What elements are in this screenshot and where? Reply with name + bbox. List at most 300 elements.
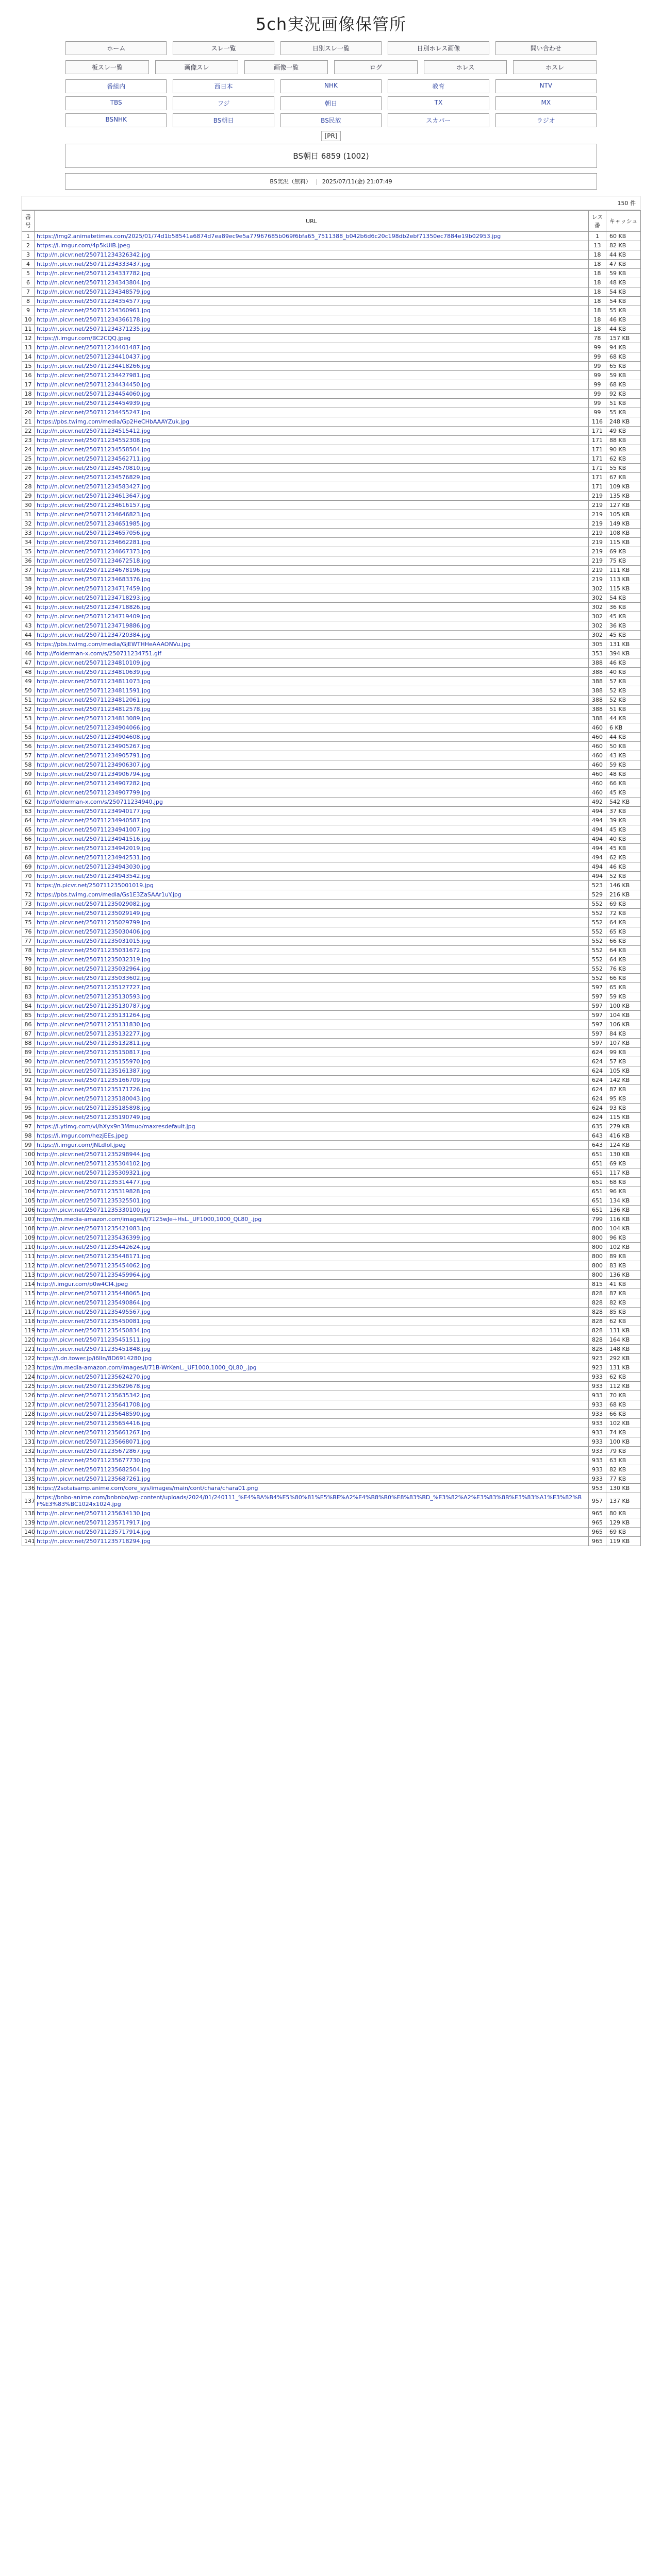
res-number-link[interactable]: 597 [589, 983, 606, 992]
image-url-link[interactable]: http://n.picvr.net/250711234366178.jpg [35, 315, 589, 325]
image-url-link[interactable]: https://i.dn.tower.jp/i6IIn/8D6914280.jpg [35, 1354, 589, 1363]
res-number-link[interactable]: 388 [589, 658, 606, 668]
cache-size-link[interactable]: 146 KB [606, 881, 641, 890]
res-number-link[interactable]: 800 [589, 1224, 606, 1233]
cache-size-link[interactable]: 82 KB [606, 1298, 641, 1308]
cache-size-link[interactable]: 134 KB [606, 1196, 641, 1206]
res-number-link[interactable]: 18 [589, 260, 606, 269]
image-url-link[interactable]: http://n.picvr.net/250711234940177.jpg [35, 807, 589, 816]
res-number-link[interactable]: 219 [589, 510, 606, 519]
image-url-link[interactable]: http://n.picvr.net/250711234657056.jpg [35, 529, 589, 538]
image-url-link[interactable]: http://n.picvr.net/250711235190749.jpg [35, 1113, 589, 1122]
cache-size-link[interactable]: 39 KB [606, 816, 641, 825]
cache-size-link[interactable]: 117 KB [606, 1168, 641, 1178]
res-number-link[interactable]: 651 [589, 1196, 606, 1206]
res-number-link[interactable]: 624 [589, 1066, 606, 1076]
image-url-link[interactable]: http://n.picvr.net/250711234410437.jpg [35, 352, 589, 362]
cache-size-link[interactable]: 59 KB [606, 992, 641, 1002]
res-number-link[interactable]: 388 [589, 705, 606, 714]
image-url-link[interactable]: http://n.picvr.net/250711235029149.jpg [35, 909, 589, 918]
res-number-link[interactable]: 523 [589, 881, 606, 890]
res-number-link[interactable]: 624 [589, 1085, 606, 1094]
image-url-link[interactable]: https://i.imgur.com/hezjEEs.jpeg [35, 1131, 589, 1141]
nav-image-threads[interactable]: 画像スレ [155, 60, 239, 74]
res-number-link[interactable]: 923 [589, 1354, 606, 1363]
cache-size-link[interactable]: 65 KB [606, 362, 641, 371]
res-number-link[interactable]: 494 [589, 844, 606, 853]
cache-size-link[interactable]: 542 KB [606, 798, 641, 807]
image-url-link[interactable]: http://n.picvr.net/250711234434450.jpg [35, 380, 589, 389]
res-number-link[interactable]: 828 [589, 1335, 606, 1345]
res-number-link[interactable]: 597 [589, 1029, 606, 1039]
res-number-link[interactable]: 494 [589, 807, 606, 816]
image-url-link[interactable]: https://pbs.twimg.com/media/Gs1E3ZaSAAr1uY.jpg [35, 890, 589, 900]
image-url-link[interactable]: http://n.picvr.net/250711235635342.jpg [35, 1391, 589, 1400]
res-number-link[interactable]: 171 [589, 454, 606, 464]
cache-size-link[interactable]: 104 KB [606, 1224, 641, 1233]
res-number-link[interactable]: 494 [589, 835, 606, 844]
image-url-link[interactable]: https://2sotaisamp.anime.com/core_sys/images/main/cont/chara/chara01.png [35, 1484, 589, 1493]
image-url-link[interactable]: http://n.picvr.net/250711234941007.jpg [35, 825, 589, 835]
image-url-link[interactable]: http://n.picvr.net/250711234907282.jpg [35, 779, 589, 788]
res-number-link[interactable]: 828 [589, 1317, 606, 1326]
res-number-link[interactable]: 965 [589, 1528, 606, 1537]
cache-size-link[interactable]: 40 KB [606, 668, 641, 677]
res-number-link[interactable]: 388 [589, 714, 606, 723]
image-url-link[interactable]: http://n.picvr.net/250711234904066.jpg [35, 723, 589, 733]
image-url-link[interactable]: http://n.picvr.net/250711235150817.jpg [35, 1048, 589, 1057]
image-url-link[interactable]: http://n.picvr.net/250711235033602.jpg [35, 974, 589, 983]
image-url-link[interactable]: http://n.picvr.net/250711235668071.jpg [35, 1437, 589, 1447]
res-number-link[interactable]: 171 [589, 464, 606, 473]
res-number-link[interactable]: 965 [589, 1537, 606, 1546]
image-url-link[interactable]: http://n.picvr.net/250711234667373.jpg [35, 547, 589, 556]
nav-log[interactable]: ログ [334, 60, 418, 74]
channel-link[interactable]: TBS [65, 96, 167, 110]
cache-size-link[interactable]: 66 KB [606, 779, 641, 788]
image-url-link[interactable]: http://n.picvr.net/250711234337782.jpg [35, 269, 589, 278]
res-number-link[interactable]: 933 [589, 1447, 606, 1456]
image-url-link[interactable]: http://n.picvr.net/250711235304102.jpg [35, 1159, 589, 1168]
image-url-link[interactable]: http://n.picvr.net/250711235166709.jpg [35, 1076, 589, 1085]
res-number-link[interactable]: 552 [589, 927, 606, 937]
image-url-link[interactable]: http://n.picvr.net/250711234651985.jpg [35, 519, 589, 529]
res-number-link[interactable]: 828 [589, 1308, 606, 1317]
cache-size-link[interactable]: 96 KB [606, 1233, 641, 1243]
cache-size-link[interactable]: 82 KB [606, 1465, 641, 1475]
cache-size-link[interactable]: 60 KB [606, 232, 641, 241]
res-number-link[interactable]: 171 [589, 473, 606, 482]
res-number-link[interactable]: 219 [589, 556, 606, 566]
cache-size-link[interactable]: 45 KB [606, 844, 641, 853]
image-url-link[interactable]: http://n.picvr.net/250711234646823.jpg [35, 510, 589, 519]
cache-size-link[interactable]: 76 KB [606, 964, 641, 974]
res-number-link[interactable]: 933 [589, 1465, 606, 1475]
cache-size-link[interactable]: 149 KB [606, 519, 641, 529]
cache-size-link[interactable]: 40 KB [606, 835, 641, 844]
cache-size-link[interactable]: 36 KB [606, 621, 641, 631]
res-number-link[interactable]: 800 [589, 1252, 606, 1261]
res-number-link[interactable]: 552 [589, 946, 606, 955]
image-url-link[interactable]: http://n.picvr.net/250711235130593.jpg [35, 992, 589, 1002]
image-url-link[interactable]: http://n.picvr.net/250711235161387.jpg [35, 1066, 589, 1076]
nav-board-threads[interactable]: 板スレ一覧 [65, 60, 149, 74]
res-number-link[interactable]: 933 [589, 1391, 606, 1400]
cache-size-link[interactable]: 88 KB [606, 436, 641, 445]
cache-size-link[interactable]: 113 KB [606, 575, 641, 584]
cache-size-link[interactable]: 85 KB [606, 1308, 641, 1317]
cache-size-link[interactable]: 51 KB [606, 399, 641, 408]
cache-size-link[interactable]: 164 KB [606, 1335, 641, 1345]
image-url-link[interactable]: http://n.picvr.net/250711235131830.jpg [35, 1020, 589, 1029]
cache-size-link[interactable]: 66 KB [606, 974, 641, 983]
image-url-link[interactable]: http://n.picvr.net/250711234812578.jpg [35, 705, 589, 714]
channel-link[interactable]: ラジオ [495, 113, 597, 127]
res-number-link[interactable]: 388 [589, 668, 606, 677]
res-number-link[interactable]: 18 [589, 269, 606, 278]
cache-size-link[interactable]: 69 KB [606, 900, 641, 909]
image-url-link[interactable]: http://n.picvr.net/250711234348579.jpg [35, 287, 589, 297]
nav-daily-images[interactable]: 日別ホレス画像 [388, 41, 489, 55]
image-url-link[interactable]: http://n.picvr.net/250711234552308.jpg [35, 436, 589, 445]
res-number-link[interactable]: 800 [589, 1270, 606, 1280]
image-url-link[interactable]: http://n.picvr.net/250711234455247.jpg [35, 408, 589, 417]
cache-size-link[interactable]: 136 KB [606, 1270, 641, 1280]
cache-size-link[interactable]: 99 KB [606, 1048, 641, 1057]
res-number-link[interactable]: 597 [589, 1011, 606, 1020]
image-url-link[interactable]: http://n.picvr.net/250711234942019.jpg [35, 844, 589, 853]
image-url-link[interactable]: http://folderman-x.com/s/250711234940.jpg [35, 798, 589, 807]
image-url-link[interactable]: http://n.picvr.net/250711234678196.jpg [35, 566, 589, 575]
res-number-link[interactable]: 552 [589, 955, 606, 964]
res-number-link[interactable]: 552 [589, 974, 606, 983]
image-url-link[interactable]: http://n.picvr.net/250711235185898.jpg [35, 1104, 589, 1113]
image-url-link[interactable]: http://n.picvr.net/250711235155970.jpg [35, 1057, 589, 1066]
image-url-link[interactable]: http://n.picvr.net/250711234583427.jpg [35, 482, 589, 492]
res-number-link[interactable]: 388 [589, 686, 606, 696]
res-number-link[interactable]: 99 [589, 408, 606, 417]
image-url-link[interactable]: http://n.picvr.net/250711234333437.jpg [35, 260, 589, 269]
res-number-link[interactable]: 828 [589, 1326, 606, 1335]
image-url-link[interactable]: http://n.picvr.net/250711234343804.jpg [35, 278, 589, 287]
image-url-link[interactable]: http://n.picvr.net/250711235495567.jpg [35, 1308, 589, 1317]
cache-size-link[interactable]: 292 KB [606, 1354, 641, 1363]
res-number-link[interactable]: 219 [589, 529, 606, 538]
image-url-link[interactable]: http://n.picvr.net/250711234360961.jpg [35, 306, 589, 315]
res-number-link[interactable]: 494 [589, 862, 606, 872]
cache-size-link[interactable]: 82 KB [606, 241, 641, 250]
image-url-link[interactable]: http://n.picvr.net/250711235442624.jpg [35, 1243, 589, 1252]
res-number-link[interactable]: 624 [589, 1113, 606, 1122]
image-url-link[interactable]: http://n.picvr.net/250711235421083.jpg [35, 1224, 589, 1233]
cache-size-link[interactable]: 116 KB [606, 1215, 641, 1224]
cache-size-link[interactable]: 66 KB [606, 1410, 641, 1419]
res-number-link[interactable]: 597 [589, 1039, 606, 1048]
cache-size-link[interactable]: 55 KB [606, 464, 641, 473]
res-number-link[interactable]: 388 [589, 677, 606, 686]
cache-size-link[interactable]: 44 KB [606, 250, 641, 260]
cache-size-link[interactable]: 67 KB [606, 473, 641, 482]
cache-size-link[interactable]: 62 KB [606, 853, 641, 862]
image-url-link[interactable]: http://folderman-x.com/s/250711234751.gif [35, 649, 589, 658]
cache-size-link[interactable]: 94 KB [606, 343, 641, 352]
image-url-link[interactable]: https://pbs.twimg.com/media/Gp2HeCHbAAAYZuk.jpg [35, 417, 589, 427]
cache-size-link[interactable]: 48 KB [606, 278, 641, 287]
res-number-link[interactable]: 800 [589, 1243, 606, 1252]
res-number-link[interactable]: 219 [589, 538, 606, 547]
image-url-link[interactable]: http://n.picvr.net/250711235032319.jpg [35, 955, 589, 964]
cache-size-link[interactable]: 90 KB [606, 445, 641, 454]
image-url-link[interactable]: http://n.picvr.net/250711234562711.jpg [35, 454, 589, 464]
res-number-link[interactable]: 552 [589, 900, 606, 909]
res-number-link[interactable]: 933 [589, 1428, 606, 1437]
image-url-link[interactable]: https://i.imgur.com/BC2CQQ.jpeg [35, 334, 589, 343]
res-number-link[interactable]: 494 [589, 825, 606, 835]
image-url-link[interactable]: http://n.picvr.net/250711234943030.jpg [35, 862, 589, 872]
cache-size-link[interactable]: 47 KB [606, 260, 641, 269]
res-number-link[interactable]: 18 [589, 325, 606, 334]
cache-size-link[interactable]: 142 KB [606, 1076, 641, 1085]
res-number-link[interactable]: 953 [589, 1484, 606, 1493]
image-url-link[interactable]: http://n.picvr.net/250711235132811.jpg [35, 1039, 589, 1048]
res-number-link[interactable]: 651 [589, 1168, 606, 1178]
cache-size-link[interactable]: 79 KB [606, 1447, 641, 1456]
image-url-link[interactable]: http://n.picvr.net/250711235325501.jpg [35, 1196, 589, 1206]
image-url-link[interactable]: http://n.picvr.net/250711234905791.jpg [35, 751, 589, 760]
image-url-link[interactable]: http://n.picvr.net/250711235672867.jpg [35, 1447, 589, 1456]
nav-hosure[interactable]: ホスレ [513, 60, 597, 74]
res-number-link[interactable]: 78 [589, 334, 606, 343]
image-url-link[interactable]: http://n.picvr.net/250711235298944.jpg [35, 1150, 589, 1159]
cache-size-link[interactable]: 55 KB [606, 306, 641, 315]
image-url-link[interactable]: http://n.picvr.net/250711234515412.jpg [35, 427, 589, 436]
res-number-link[interactable]: 933 [589, 1372, 606, 1382]
cache-size-link[interactable]: 45 KB [606, 788, 641, 798]
res-number-link[interactable]: 99 [589, 399, 606, 408]
res-number-link[interactable]: 460 [589, 779, 606, 788]
res-number-link[interactable]: 460 [589, 723, 606, 733]
image-url-link[interactable]: https://pbs.twimg.com/media/GjEWTHHeAAAONVu.jpg [35, 640, 589, 649]
channel-link[interactable]: 教育 [388, 79, 489, 93]
image-url-link[interactable]: http://n.picvr.net/250711234401487.jpg [35, 343, 589, 352]
cache-size-link[interactable]: 69 KB [606, 547, 641, 556]
image-url-link[interactable]: http://n.picvr.net/250711235450081.jpg [35, 1317, 589, 1326]
res-number-link[interactable]: 552 [589, 909, 606, 918]
image-url-link[interactable]: http://n.picvr.net/250711234558504.jpg [35, 445, 589, 454]
cache-size-link[interactable]: 54 KB [606, 287, 641, 297]
res-number-link[interactable]: 933 [589, 1475, 606, 1484]
cache-size-link[interactable]: 52 KB [606, 872, 641, 881]
image-url-link[interactable]: https://n.picvr.net/250711235001019.jpg [35, 881, 589, 890]
cache-size-link[interactable]: 37 KB [606, 807, 641, 816]
channel-link[interactable]: BSNHK [65, 113, 167, 127]
image-url-link[interactable]: http://n.picvr.net/250711235687261.jpg [35, 1475, 589, 1484]
cache-size-link[interactable]: 157 KB [606, 334, 641, 343]
cache-size-link[interactable]: 216 KB [606, 890, 641, 900]
image-url-link[interactable]: http://n.picvr.net/250711234906307.jpg [35, 760, 589, 770]
res-number-link[interactable]: 18 [589, 297, 606, 306]
res-number-link[interactable]: 624 [589, 1057, 606, 1066]
res-number-link[interactable]: 651 [589, 1159, 606, 1168]
res-number-link[interactable]: 529 [589, 890, 606, 900]
cache-size-link[interactable]: 68 KB [606, 1400, 641, 1410]
cache-size-link[interactable]: 50 KB [606, 742, 641, 751]
cache-size-link[interactable]: 51 KB [606, 705, 641, 714]
cache-size-link[interactable]: 49 KB [606, 427, 641, 436]
res-number-link[interactable]: 597 [589, 1002, 606, 1011]
res-number-link[interactable]: 116 [589, 417, 606, 427]
res-number-link[interactable]: 219 [589, 575, 606, 584]
cache-size-link[interactable]: 75 KB [606, 556, 641, 566]
image-url-link[interactable]: http://n.picvr.net/250711235677730.jpg [35, 1456, 589, 1465]
image-url-link[interactable]: https://i.imgur.com/JNLdIol.jpeg [35, 1141, 589, 1150]
cache-size-link[interactable]: 57 KB [606, 677, 641, 686]
image-url-link[interactable]: http://n.picvr.net/250711235624270.jpg [35, 1372, 589, 1382]
cache-size-link[interactable]: 131 KB [606, 1326, 641, 1335]
res-number-link[interactable]: 933 [589, 1382, 606, 1391]
nav-contact[interactable]: 問い合わせ [495, 41, 597, 55]
res-number-link[interactable]: 552 [589, 937, 606, 946]
image-url-link[interactable]: http://n.picvr.net/250711235319828.jpg [35, 1187, 589, 1196]
channel-link[interactable]: TX [388, 96, 489, 110]
res-number-link[interactable]: 1 [589, 232, 606, 241]
cache-size-link[interactable]: 59 KB [606, 371, 641, 380]
cache-size-link[interactable]: 112 KB [606, 1382, 641, 1391]
image-url-link[interactable]: http://n.picvr.net/250711235309321.jpg [35, 1168, 589, 1178]
image-url-link[interactable]: http://n.picvr.net/250711235314477.jpg [35, 1178, 589, 1187]
cache-size-link[interactable]: 52 KB [606, 686, 641, 696]
res-number-link[interactable]: 302 [589, 631, 606, 640]
res-number-link[interactable]: 965 [589, 1518, 606, 1528]
image-url-link[interactable]: http://n.picvr.net/250711234354577.jpg [35, 297, 589, 306]
image-url-link[interactable]: https://bnbo-anime.com/bnbnbo/wp-content/uploads/2024/01/240111_%E4%BA%B4%E5%80%81%E5%BE%A2%E4%B8%B0%E8%83%BD_%E3%82%A2%E3%83%8B%E3%83%A1%E3%82%BF%E3%83%BC1024x1024.jpg [35, 1493, 589, 1509]
nav-image-list[interactable]: 画像一覧 [244, 60, 328, 74]
cache-size-link[interactable]: 45 KB [606, 612, 641, 621]
cache-size-link[interactable]: 119 KB [606, 1537, 641, 1546]
image-url-link[interactable]: https://i.imgur.com/4p5kUlB.jpeg [35, 241, 589, 250]
image-url-link[interactable]: http://n.picvr.net/250711234811591.jpg [35, 686, 589, 696]
res-number-link[interactable]: 624 [589, 1094, 606, 1104]
image-url-link[interactable]: http://n.picvr.net/250711234941516.jpg [35, 835, 589, 844]
res-number-link[interactable]: 651 [589, 1178, 606, 1187]
image-url-link[interactable]: http://n.picvr.net/250711234719409.jpg [35, 612, 589, 621]
res-number-link[interactable]: 624 [589, 1076, 606, 1085]
cache-size-link[interactable]: 115 KB [606, 584, 641, 594]
cache-size-link[interactable]: 124 KB [606, 1141, 641, 1150]
image-url-link[interactable]: http://n.picvr.net/250711234570810.jpg [35, 464, 589, 473]
cache-size-link[interactable]: 62 KB [606, 454, 641, 464]
image-url-link[interactable]: http://n.picvr.net/250711235029799.jpg [35, 918, 589, 927]
res-number-link[interactable]: 815 [589, 1280, 606, 1289]
image-url-link[interactable]: https://img2.animatetimes.com/2025/01/74d1b58541a6874d7ea89ec9e5a77967685b069f6bfa65_7511388_b042b6d6c20c198db2ebf71350ec7884e19b02953.jpg [35, 232, 589, 241]
res-number-link[interactable]: 624 [589, 1104, 606, 1113]
cache-size-link[interactable]: 43 KB [606, 751, 641, 760]
image-url-link[interactable]: http://n.picvr.net/250711234813089.jpg [35, 714, 589, 723]
res-number-link[interactable]: 99 [589, 343, 606, 352]
cache-size-link[interactable]: 89 KB [606, 1252, 641, 1261]
image-url-link[interactable]: http://n.picvr.net/250711234811073.jpg [35, 677, 589, 686]
image-url-link[interactable]: http://n.picvr.net/250711235171726.jpg [35, 1085, 589, 1094]
cache-size-link[interactable]: 111 KB [606, 566, 641, 575]
image-url-link[interactable]: http://n.picvr.net/250711234576829.jpg [35, 473, 589, 482]
cache-size-link[interactable]: 44 KB [606, 325, 641, 334]
res-number-link[interactable]: 923 [589, 1363, 606, 1372]
res-number-link[interactable]: 965 [589, 1509, 606, 1518]
res-number-link[interactable]: 933 [589, 1410, 606, 1419]
res-number-link[interactable]: 460 [589, 760, 606, 770]
cache-size-link[interactable]: 105 KB [606, 1066, 641, 1076]
pr-label[interactable]: [PR] [321, 131, 341, 141]
cache-size-link[interactable]: 102 KB [606, 1243, 641, 1252]
cache-size-link[interactable]: 44 KB [606, 733, 641, 742]
res-number-link[interactable]: 171 [589, 436, 606, 445]
image-url-link[interactable]: http://n.picvr.net/250711234810109.jpg [35, 658, 589, 668]
image-url-link[interactable]: http://n.picvr.net/250711234613647.jpg [35, 492, 589, 501]
image-url-link[interactable]: http://n.picvr.net/250711234454939.jpg [35, 399, 589, 408]
res-number-link[interactable]: 494 [589, 816, 606, 825]
image-url-link[interactable]: http://n.picvr.net/250711234454060.jpg [35, 389, 589, 399]
cache-size-link[interactable]: 92 KB [606, 389, 641, 399]
res-number-link[interactable]: 460 [589, 742, 606, 751]
nav-home[interactable]: ホーム [65, 41, 167, 55]
image-url-link[interactable]: http://n.picvr.net/250711234418266.jpg [35, 362, 589, 371]
cache-size-link[interactable]: 41 KB [606, 1280, 641, 1289]
cache-size-link[interactable]: 108 KB [606, 529, 641, 538]
res-number-link[interactable]: 305 [589, 640, 606, 649]
image-url-link[interactable]: http://n.picvr.net/250711235131264.jpg [35, 1011, 589, 1020]
image-url-link[interactable]: http://n.picvr.net/250711235030406.jpg [35, 927, 589, 937]
res-number-link[interactable]: 651 [589, 1206, 606, 1215]
image-url-link[interactable]: http://n.picvr.net/250711234683376.jpg [35, 575, 589, 584]
res-number-link[interactable]: 18 [589, 315, 606, 325]
cache-size-link[interactable]: 106 KB [606, 1020, 641, 1029]
cache-size-link[interactable]: 54 KB [606, 297, 641, 306]
image-url-link[interactable]: http://n.picvr.net/250711235682504.jpg [35, 1465, 589, 1475]
cache-size-link[interactable]: 84 KB [606, 1029, 641, 1039]
cache-size-link[interactable]: 87 KB [606, 1085, 641, 1094]
res-number-link[interactable]: 460 [589, 733, 606, 742]
cache-size-link[interactable]: 46 KB [606, 315, 641, 325]
res-number-link[interactable]: 302 [589, 603, 606, 612]
cache-size-link[interactable]: 68 KB [606, 352, 641, 362]
image-url-link[interactable]: http://n.picvr.net/250711235450834.jpg [35, 1326, 589, 1335]
cache-size-link[interactable]: 104 KB [606, 1011, 641, 1020]
image-url-link[interactable]: http://n.picvr.net/250711235436399.jpg [35, 1233, 589, 1243]
res-number-link[interactable]: 597 [589, 1020, 606, 1029]
cache-size-link[interactable]: 52 KB [606, 696, 641, 705]
image-url-link[interactable]: http://n.picvr.net/250711235717917.jpg [35, 1518, 589, 1528]
res-number-link[interactable]: 635 [589, 1122, 606, 1131]
image-url-link[interactable]: http://n.picvr.net/250711235717914.jpg [35, 1528, 589, 1537]
res-number-link[interactable]: 643 [589, 1141, 606, 1150]
cache-size-link[interactable]: 248 KB [606, 417, 641, 427]
image-url-link[interactable]: http://n.picvr.net/250711235718294.jpg [35, 1537, 589, 1546]
res-number-link[interactable]: 651 [589, 1187, 606, 1196]
image-url-link[interactable]: http://i.imgur.com/p0w4Cl4.jpeg [35, 1280, 589, 1289]
res-number-link[interactable]: 799 [589, 1215, 606, 1224]
cache-size-link[interactable]: 131 KB [606, 640, 641, 649]
res-number-link[interactable]: 219 [589, 566, 606, 575]
image-url-link[interactable]: http://n.picvr.net/250711234326342.jpg [35, 250, 589, 260]
cache-size-link[interactable]: 45 KB [606, 631, 641, 640]
cache-size-link[interactable]: 80 KB [606, 1509, 641, 1518]
res-number-link[interactable]: 624 [589, 1048, 606, 1057]
cache-size-link[interactable]: 64 KB [606, 918, 641, 927]
nav-thread-list[interactable]: スレ一覧 [173, 41, 274, 55]
image-url-link[interactable]: http://n.picvr.net/250711235454062.jpg [35, 1261, 589, 1270]
res-number-link[interactable]: 492 [589, 798, 606, 807]
image-url-link[interactable]: http://n.picvr.net/250711234810639.jpg [35, 668, 589, 677]
